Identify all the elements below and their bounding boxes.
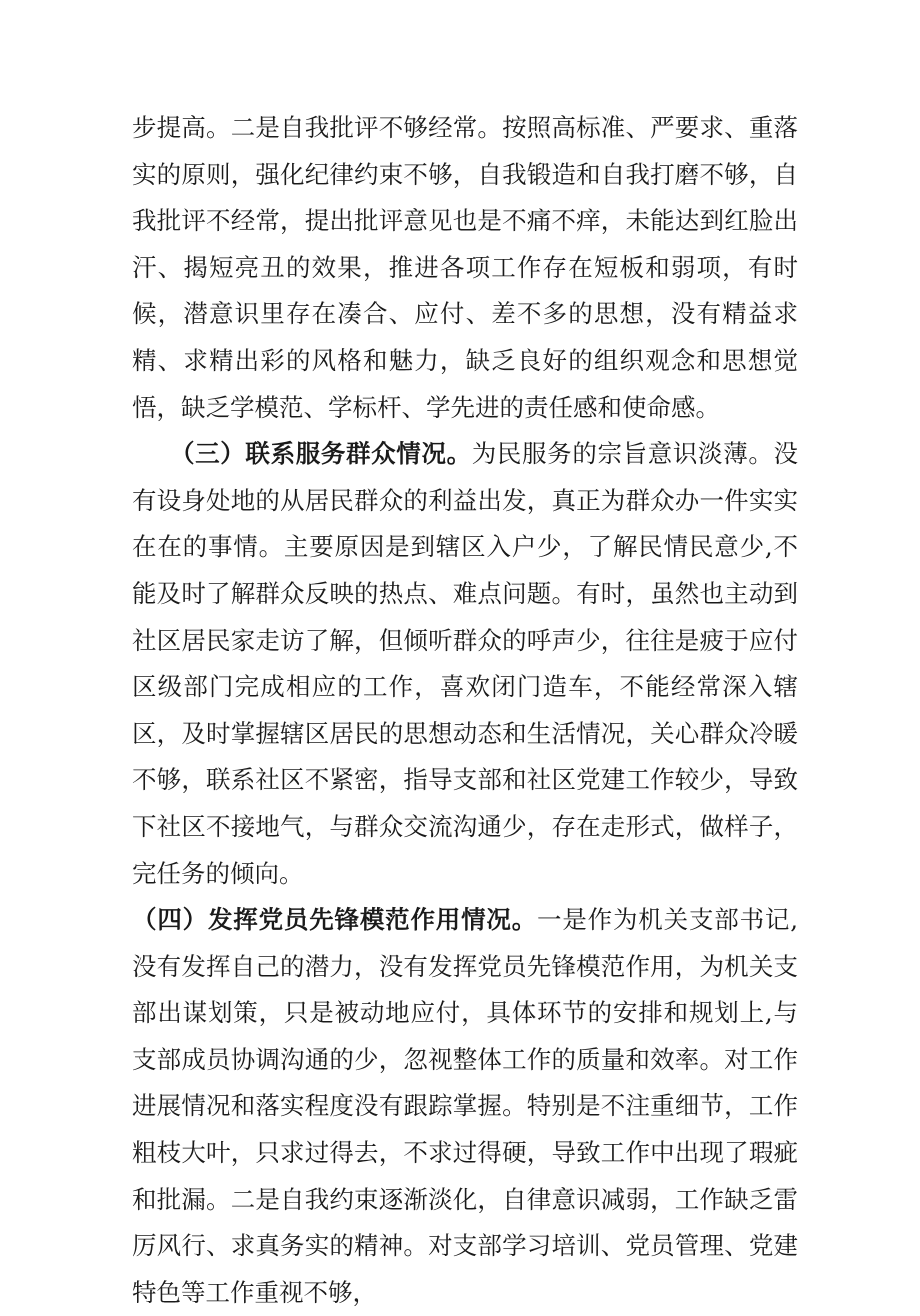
section-heading-4: （四）发挥党员先锋模范作用情况。 — [132, 905, 538, 935]
paragraph-text: 为民服务的宗旨意识淡薄。没有设身处地的从居民群众的利益出发，真正为群众办一件实实在在的事情。主要原因是到辖区入户少，了解民情民意少,不能及时了解群众反映的热点、难点问题。有时，虽然也主动到社区居民家走访了解，但倾听群众的呼声少，往往是疲于应付区级部门完成相应的工作，喜欢闭门造车，不能经常深入辖区，及时掌握辖区居民的思想动态和生活情况，关心群众冷暖不够，联系社区不紧密，指导支部和社区党建工作较少，导致下社区不接地气，与群众交流沟通少，存在走形式，做样子，完任务的倾向。 — [132, 439, 798, 888]
paragraph-contact-masses — [132, 431, 798, 897]
paragraph-continuation — [132, 105, 798, 431]
document-body — [132, 105, 798, 1316]
paragraph-text: 一是作为机关支部书记,没有发挥自己的潜力，没有发挥党员先锋模范作用，为机关支部出谋划策，只是被动地应付，具体环节的安排和规划上,与支部成员协调沟通的少，忽视整体工作的质量和效率。对工作进展情况和落实程度没有跟踪掌握。特别是不注重细节，工作粗枝大叶，只求过得去，不求过得硬，导致工作中出现了瑕疵和批漏。二是自我约束逐渐淡化，自律意识减弱，工作缺乏雷厉风行、求真务实的精神。对支部学习培训、党员管理、党建特色等工作重视不够， — [132, 905, 798, 1307]
section-heading-3: （三）联系服务群众情况。 — [170, 439, 472, 469]
paragraph-party-member-role — [132, 897, 798, 1316]
paragraph-text: 步提高。二是自我批评不够经常。按照高标准、严要求、重落实的原则，强化纪律约束不够，自我锻造和自我打磨不够，自我批评不经常，提出批评意见也是不痛不痒，未能达到红脸出汗、揭短亮丑的效果，推进各项工作存在短板和弱项，有时候，潜意识里存在凑合、应付、差不多的思想，没有精益求精、求精出彩的风格和魅力，缺乏良好的组织观念和思想觉悟，缺乏学模范、学标杆、学先进的责任感和使命感。 — [132, 113, 798, 422]
